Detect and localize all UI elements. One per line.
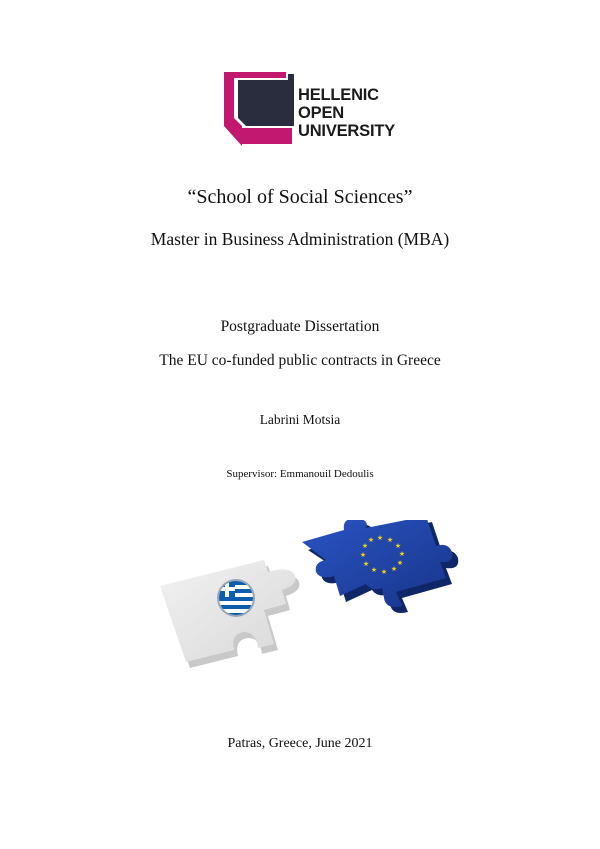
dissertation-title: The EU co-funded public contracts in Greece — [159, 352, 441, 369]
document-type: Postgraduate Dissertation — [220, 318, 380, 335]
program-name: Master in Business Administration (MBA) — [150, 229, 450, 249]
logo-emblem-icon — [222, 70, 298, 146]
author-name: Labrini Motsia — [259, 412, 341, 427]
svg-text:★: ★ — [359, 551, 367, 559]
svg-text:★: ★ — [370, 566, 378, 574]
university-logo — [222, 70, 396, 146]
logo-line-3: UNIVERSITY — [298, 122, 396, 140]
svg-text:★: ★ — [386, 536, 394, 544]
svg-text:★: ★ — [361, 542, 369, 550]
logo-line-1: HELLENIC — [298, 86, 379, 104]
supervisor-line: Supervisor: Emmanouil Dedoulis — [226, 468, 374, 480]
logo-line-2: OPEN — [298, 104, 344, 122]
svg-text:★: ★ — [380, 568, 388, 576]
svg-text:★: ★ — [362, 560, 370, 568]
eu-puzzle-piece — [302, 520, 458, 613]
school-name: “School of Social Sciences” — [187, 186, 413, 208]
svg-text:★: ★ — [394, 542, 402, 550]
svg-text:★: ★ — [376, 534, 384, 542]
svg-text:★: ★ — [390, 565, 398, 573]
svg-text:★: ★ — [396, 559, 404, 567]
svg-text:★: ★ — [367, 536, 375, 544]
puzzle-illustration — [150, 520, 460, 670]
svg-text:★: ★ — [398, 550, 406, 558]
greek-puzzle-piece — [160, 560, 300, 668]
place-and-date: Patras, Greece, June 2021 — [227, 736, 373, 751]
